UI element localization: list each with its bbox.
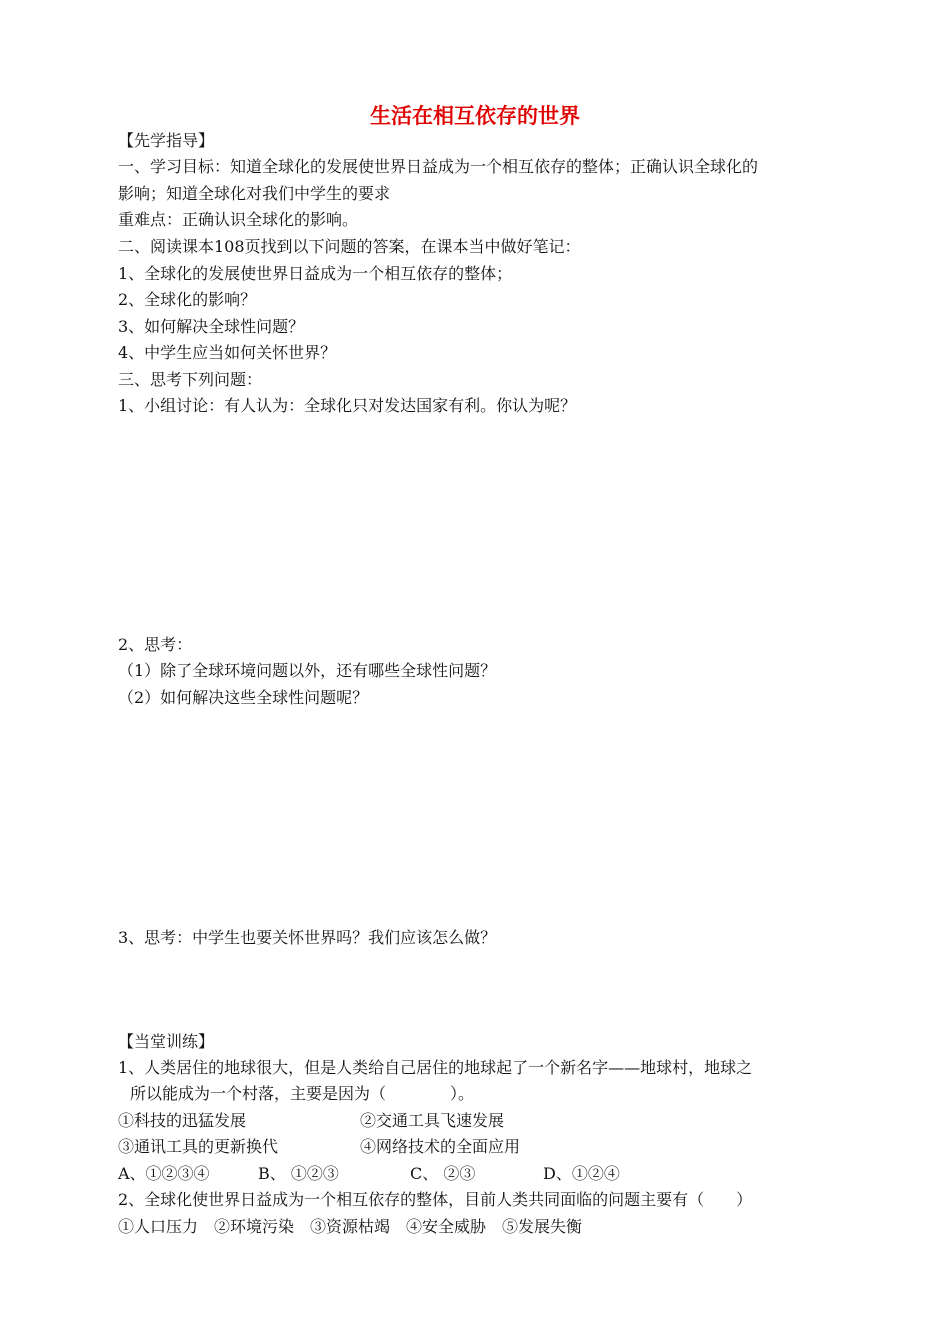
practice-heading: 【当堂训练】 — [118, 1032, 215, 1051]
pre-study-heading: 【先学指导】 — [118, 131, 215, 150]
reading-question-3: 3、如何解决全球性问题？ — [118, 317, 305, 336]
reading-question-4: 4、中学生应当如何关怀世界？ — [118, 343, 337, 362]
page-title: 生活在相互依存的世界 — [370, 104, 580, 128]
choice-c: C、 ②③ — [410, 1164, 476, 1183]
option-1: ①科技的迅猛发展 — [118, 1111, 247, 1130]
choice-d: D、①②④ — [543, 1164, 620, 1183]
think-question-3: 3、思考：中学生也要关怀世界吗？我们应该怎么做？ — [118, 928, 497, 947]
reading-question-2: 2、全球化的影响？ — [118, 290, 257, 309]
practice-q1-line-2: 所以能成为一个村落，主要是因为（ ）。 — [130, 1084, 475, 1103]
practice-q2-options: ①人口压力 ②环境污染 ③资源枯竭 ④安全威胁 ⑤发展失衡 — [118, 1217, 583, 1236]
think-question-2b: （2）如何解决这些全球性问题呢？ — [118, 688, 369, 707]
practice-q1-options-row-1 — [118, 1110, 504, 1132]
think-question-1: 1、小组讨论：有人认为：全球化只对发达国家有利。你认为呢？ — [118, 396, 577, 415]
reading-question-1: 1、全球化的发展使世界日益成为一个相互依存的整体； — [118, 264, 513, 283]
think-question-2a: （1）除了全球环境问题以外，还有哪些全球性问题？ — [118, 661, 497, 680]
learning-goal-line-1: 一、学习目标：知道全球化的发展使世界日益成为一个相互依存的整体；正确认识全球化的 — [118, 157, 759, 176]
practice-q1-line-1: 1、人类居住的地球很大，但是人类给自己居住的地球起了一个新名字——地球村，地球之 — [118, 1058, 753, 1077]
think-heading: 三、思考下列问题： — [118, 370, 263, 389]
choice-b: B、 ①②③ — [258, 1164, 339, 1183]
think-question-2: 2、思考： — [118, 635, 193, 654]
learning-goal-line-2: 影响；知道全球化对我们中学生的要求 — [118, 184, 391, 203]
choice-a: A、①②③④ — [118, 1164, 210, 1183]
option-4: ④网络技术的全面应用 — [360, 1137, 521, 1156]
key-points: 重难点：正确认识全球化的影响。 — [118, 210, 359, 229]
practice-q1-choices — [118, 1163, 620, 1185]
reading-instruction: 二、阅读课本108页找到以下问题的答案，在课本当中做好笔记： — [118, 237, 581, 256]
practice-q2-line-1: 2、全球化使世界日益成为一个相互依存的整体，目前人类共同面临的问题主要有（ ） — [118, 1190, 753, 1209]
practice-q1-options-row-2 — [118, 1136, 520, 1158]
option-3: ③通讯工具的更新换代 — [118, 1137, 279, 1156]
option-2: ②交通工具飞速发展 — [360, 1111, 505, 1130]
